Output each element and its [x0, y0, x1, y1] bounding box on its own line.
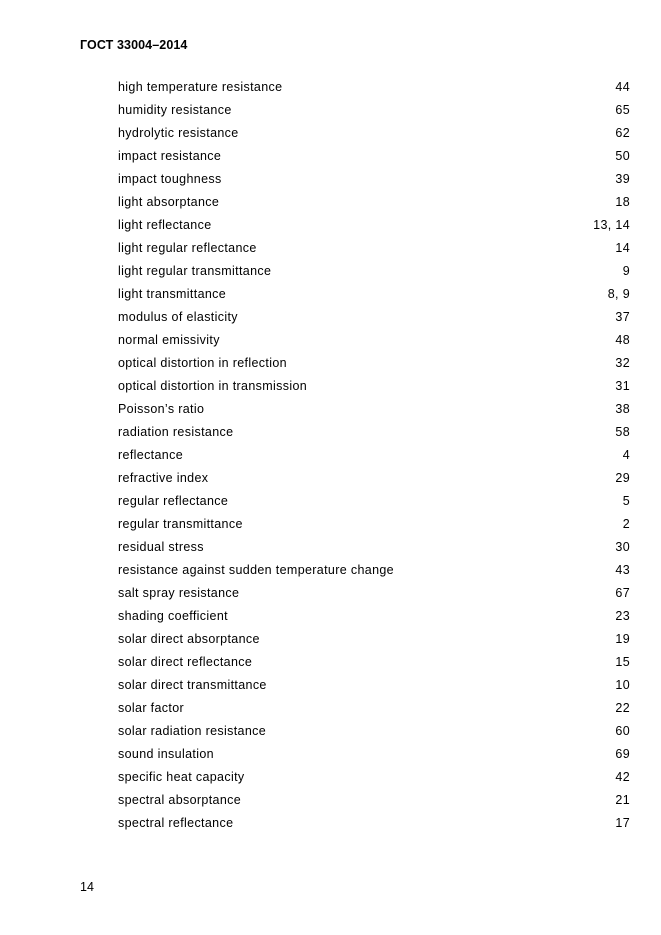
index-term: salt spray resistance	[118, 586, 240, 600]
index-page-ref: 15	[615, 655, 630, 669]
index-term: residual stress	[118, 540, 204, 554]
alphabetical-index	[118, 76, 630, 835]
index-term: solar direct reflectance	[118, 655, 253, 669]
index-page-ref: 37	[615, 310, 630, 324]
index-entry	[118, 490, 630, 513]
index-term: light regular transmittance	[118, 264, 272, 278]
index-page-ref: 38	[615, 402, 630, 416]
index-term: normal emissivity	[118, 333, 220, 347]
index-term: spectral reflectance	[118, 816, 234, 830]
index-term: modulus of elasticity	[118, 310, 238, 324]
index-entry	[118, 559, 630, 582]
index-term: light regular reflectance	[118, 241, 257, 255]
index-entry	[118, 375, 630, 398]
index-page-ref: 32	[615, 356, 630, 370]
index-entry	[118, 283, 630, 306]
index-term: refractive index	[118, 471, 209, 485]
index-entry	[118, 812, 630, 835]
index-term: light transmittance	[118, 287, 227, 301]
index-page-ref: 10	[615, 678, 630, 692]
index-page-ref: 14	[615, 241, 630, 255]
index-entry	[118, 191, 630, 214]
index-page-ref: 4	[622, 448, 630, 462]
index-entry	[118, 674, 630, 697]
index-page-ref: 58	[615, 425, 630, 439]
index-entry	[118, 421, 630, 444]
index-page-ref: 60	[615, 724, 630, 738]
index-term: shading coefficient	[118, 609, 228, 623]
index-page-ref: 69	[615, 747, 630, 761]
index-page-ref: 31	[615, 379, 630, 393]
index-entry	[118, 651, 630, 674]
index-entry	[118, 628, 630, 651]
index-term: regular reflectance	[118, 494, 229, 508]
index-entry	[118, 536, 630, 559]
index-term: high temperature resistance	[118, 80, 283, 94]
index-page-ref: 48	[615, 333, 630, 347]
index-entry	[118, 513, 630, 536]
index-entry	[118, 582, 630, 605]
index-entry	[118, 720, 630, 743]
index-term: reflectance	[118, 448, 183, 462]
index-page-ref: 8, 9	[607, 287, 630, 301]
index-page-ref: 18	[615, 195, 630, 209]
index-term: spectral absorptance	[118, 793, 242, 807]
index-page-ref: 22	[615, 701, 630, 715]
index-page-ref: 42	[615, 770, 630, 784]
index-entry	[118, 766, 630, 789]
index-entry	[118, 467, 630, 490]
index-entry	[118, 697, 630, 720]
index-page-ref: 50	[615, 149, 630, 163]
index-page-ref: 67	[615, 586, 630, 600]
index-term: solar radiation resistance	[118, 724, 267, 738]
index-entry	[118, 168, 630, 191]
index-page-ref: 17	[615, 816, 630, 830]
index-page-ref: 30	[615, 540, 630, 554]
index-entry	[118, 352, 630, 375]
index-term: radiation resistance	[118, 425, 234, 439]
index-term: light absorptance	[118, 195, 220, 209]
index-term: solar direct transmittance	[118, 678, 267, 692]
index-page-ref: 65	[615, 103, 630, 117]
index-entry	[118, 743, 630, 766]
index-page-ref: 43	[615, 563, 630, 577]
index-entry	[118, 214, 630, 237]
index-term: regular transmittance	[118, 517, 243, 531]
index-term: impact resistance	[118, 149, 222, 163]
index-entry	[118, 76, 630, 99]
index-entry	[118, 789, 630, 812]
index-term: sound insulation	[118, 747, 214, 761]
index-page-ref: 13, 14	[593, 218, 630, 232]
index-term: impact toughness	[118, 172, 222, 186]
index-entry	[118, 444, 630, 467]
index-term: hydrolytic resistance	[118, 126, 239, 140]
index-page-ref: 21	[615, 793, 630, 807]
index-term: specific heat capacity	[118, 770, 245, 784]
index-page-ref: 62	[615, 126, 630, 140]
index-entry	[118, 237, 630, 260]
index-entry	[118, 605, 630, 628]
index-page-ref: 19	[615, 632, 630, 646]
document-header: ГОСТ 33004–2014	[80, 38, 188, 52]
index-entry	[118, 398, 630, 421]
index-term: resistance against sudden temperature change	[118, 563, 394, 577]
index-page-ref: 44	[615, 80, 630, 94]
index-term: light reflectance	[118, 218, 212, 232]
index-entry	[118, 145, 630, 168]
index-term: solar factor	[118, 701, 185, 715]
index-page-ref: 9	[622, 264, 630, 278]
index-entry	[118, 306, 630, 329]
index-entry	[118, 329, 630, 352]
index-entry	[118, 260, 630, 283]
index-page-ref: 23	[615, 609, 630, 623]
index-term: Poisson’s ratio	[118, 402, 205, 416]
index-page-ref: 5	[622, 494, 630, 508]
page-number: 14	[80, 880, 94, 894]
index-term: humidity resistance	[118, 103, 232, 117]
index-term: solar direct absorptance	[118, 632, 260, 646]
index-page-ref: 2	[622, 517, 630, 531]
index-page-ref: 29	[615, 471, 630, 485]
index-entry	[118, 122, 630, 145]
index-term: optical distortion in transmission	[118, 379, 308, 393]
index-term: optical distortion in reflection	[118, 356, 287, 370]
index-page-ref: 39	[615, 172, 630, 186]
index-entry	[118, 99, 630, 122]
